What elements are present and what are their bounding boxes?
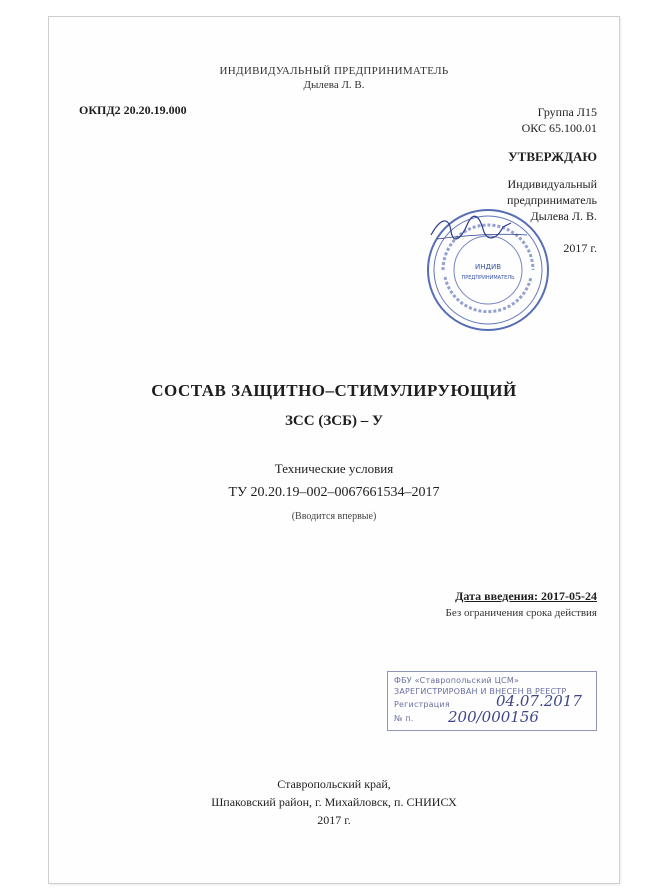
- footer-region: Ставропольский край,: [277, 777, 391, 791]
- document-edition: (Вводится впервые): [291, 511, 377, 522]
- reg-stamp-line1: ФБУ «Ставропольский ЦСМ»: [394, 676, 520, 685]
- signature-scribble: [427, 209, 557, 249]
- issuer-name: Дылева Л. В.: [303, 79, 365, 91]
- okpd-code: ОКПД2 20.20.19.000: [79, 103, 187, 117]
- reg-handwritten-number: 200/000156: [448, 708, 539, 726]
- approver-position-line1: Индивидуальный: [507, 177, 597, 191]
- reg-handwritten-date: 04.07.2017: [496, 692, 582, 710]
- seal-inner-text-2: ПРЕДПРИНИМАТЕЛЬ: [461, 275, 515, 281]
- validity-period: Без ограничения срока действия: [445, 607, 597, 619]
- document-type: Технические условия: [274, 461, 394, 476]
- footer-year: 2017 г.: [317, 813, 351, 827]
- document-page: [48, 16, 620, 884]
- approver-signature-line: Дылева Л. В.: [530, 209, 597, 223]
- group-code: Группа Л15: [537, 105, 597, 119]
- registration-stamp: [387, 671, 597, 731]
- reg-stamp-line3-prefix: Регистрация: [394, 700, 450, 709]
- document-number: ТУ 20.20.19–002–0067661534–2017: [228, 485, 440, 500]
- issuer-title: ИНДИВИДУАЛЬНЫЙ ПРЕДПРИНИМАТЕЛЬ: [219, 65, 449, 77]
- approval-date: 2017 г.: [563, 241, 597, 255]
- footer-locality: Шпаковский район, г. Михайловск, п. СНИИСХ: [211, 795, 457, 809]
- approval-heading: УТВЕРЖДАЮ: [508, 149, 597, 164]
- seal-inner-text-1: ИНДИВ: [474, 263, 502, 271]
- oks-code: ОКС 65.100.01: [521, 121, 597, 135]
- approver-position-line2: предприниматель: [507, 193, 597, 207]
- introduction-date: Дата введения: 2017-05-24: [455, 589, 597, 603]
- document-title-line1: СОСТАВ ЗАЩИТНО–СТИМУЛИРУЮЩИЙ: [151, 381, 517, 400]
- reg-stamp-line4-prefix: № п.: [394, 714, 414, 723]
- reg-stamp-line2: ЗАРЕГИСТРИРОВАН И ВНЕСЕН В РЕЕСТР: [394, 687, 567, 696]
- document-title-line2: ЗСС (ЗСБ) – У: [285, 413, 383, 429]
